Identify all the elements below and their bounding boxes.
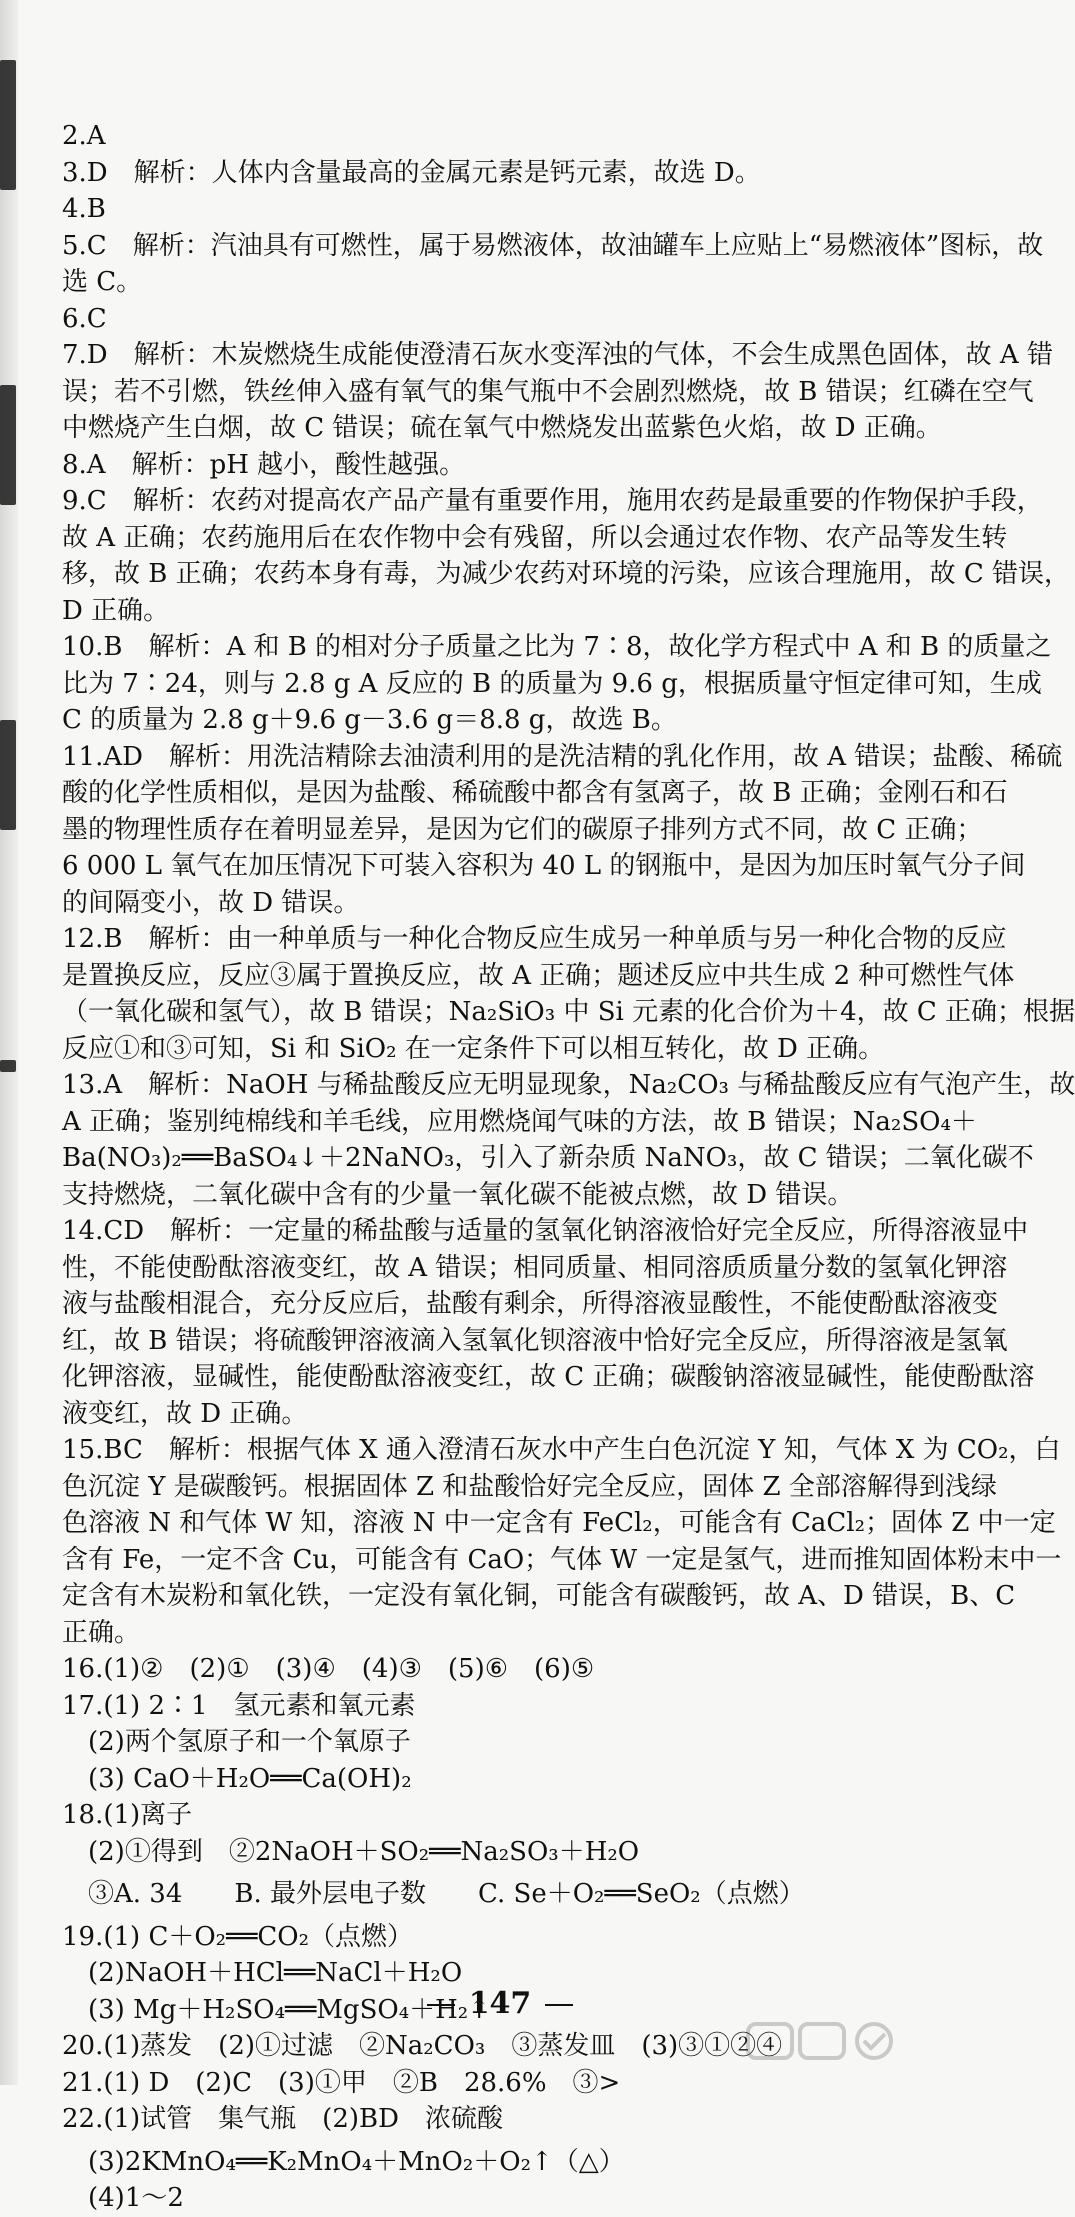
answer-line: 中燃烧产生白烟，故 C 错误；硫在氧气中燃烧发出蓝紫色火焰，故 D 正确。 <box>62 413 942 443</box>
answer-line: 化钾溶液，显碱性，能使酚酞溶液变红，故 C 正确；碳酸钠溶液显碱性，能使酚酞溶 <box>62 1362 1035 1392</box>
answer-line: 2.A <box>62 121 106 151</box>
answer-line: Ba(NO₃)₂══BaSO₄↓＋2NaNO₃，引入了新杂质 NaNO₃，故 C 错误；二氧化碳不 <box>62 1143 1034 1173</box>
binding-mark <box>0 720 16 830</box>
answer-line: 性，不能使酚酞溶液变红，故 A 错误；相同质量、相同溶质质量分数的氢氧化钾溶 <box>62 1252 1008 1283</box>
answer-line: （一氧化碳和氢气），故 B 错误；Na₂SiO₃ 中 Si 元素的化合价为＋4，故 C 正确；根据 <box>62 997 1075 1027</box>
answer-line: 色沉淀 Y 是碳酸钙。根据固体 Z 和盐酸恰好完全反应，固体 Z 全部溶解得到浅绿 <box>62 1471 997 1502</box>
answer-line: 11.AD 解析：用洗洁精除去油渍利用的是洗洁精的乳化作用，故 A 错误；盐酸、稀硫 <box>62 741 1063 772</box>
answer-line: (3) Mg＋H₂SO₄══MgSO₄＋H₂↑ <box>62 1994 491 2025</box>
answer-line: 墨的物理性质存在着明显差异，是因为它们的碳原子排列方式不同，故 C 正确； <box>62 814 983 845</box>
answer-line: 16.(1)② (2)① (3)④ (4)③ (5)⑥ (6)⑤ <box>62 1654 595 1684</box>
answer-line: A 正确；鉴别纯棉线和羊毛线，应用燃烧闻气味的方法，故 B 错误；Na₂SO₄＋ <box>62 1106 977 1137</box>
binding-mark <box>0 60 16 190</box>
answer-line: 14.CD 解析：一定量的稀盐酸与适量的氢氧化钠溶液恰好完全反应，所得溶液显中 <box>62 1216 1029 1246</box>
answer-line: 定含有木炭粉和氧化铁，一定没有氧化铜，可能含有碳酸钙，故 A、D 错误，B、C <box>62 1581 1016 1611</box>
answer-line: 8.A 解析：pH 越小，酸性越强。 <box>62 449 466 480</box>
answer-line: 7.D 解析：木炭燃烧生成能使澄清石灰水变浑浊的气体，不会生成黑色固体，故 A 错 <box>62 340 1053 370</box>
answer-line: 20.(1)蒸发 (2)①过滤 ②Na₂CO₃ ③蒸发皿 (3)③①②④ <box>62 2031 783 2061</box>
answer-line: (2)两个氢原子和一个氧原子 <box>62 1727 411 1757</box>
binding-edge <box>0 0 18 2085</box>
answer-line: 9.C 解析：农药对提高农产品产量有重要作用，施用农药是最重要的作物保护手段， <box>62 486 1043 516</box>
answer-line: 红，故 B 错误；将硫酸钾溶液滴入氢氧化钡溶液中恰好完全反应，所得溶液是氢氧 <box>62 1325 1008 1356</box>
answer-line: 19.(1) C＋O₂══CO₂（点燃） <box>62 1921 414 1952</box>
footer-dash <box>427 2004 455 2006</box>
answer-line: 移，故 B 正确；农药本身有毒，为减少农药对环境的污染，应该合理施用，故 C 错误， <box>62 559 1071 589</box>
answer-line: 6 000 L 氧气在加压情况下可装入容积为 40 L 的钢瓶中，是因为加压时氧气分子间 <box>62 851 1026 881</box>
answer-line: 10.B 解析：A 和 B 的相对分子质量之比为 7∶8，故化学方程式中 A 和 B 的质量之 <box>62 632 1052 662</box>
answer-line: 液变红，故 D 正确。 <box>62 1398 308 1429</box>
answer-line: 的间隔变小，故 D 错误。 <box>62 887 360 918</box>
answer-line: 酸的化学性质相似，是因为盐酸、稀硫酸中都含有氢离子，故 B 正确；金刚石和石 <box>62 778 1008 808</box>
answer-line: 故 A 正确；农药施用后在农作物中会有残留，所以会通过农作物、农产品等发生转 <box>62 522 1008 553</box>
answer-line: 色溶液 N 和气体 W 知，溶液 N 中一定含有 FeCl₂，可能含有 CaCl₂；固体 Z 中一定 <box>62 1508 1056 1538</box>
answer-line: 21.(1) D (2)C (3)①甲 ②B 28.6% ③> <box>62 2067 621 2098</box>
answer-line: 正确。 <box>62 1617 141 1648</box>
answer-line: 支持燃烧，二氧化碳中含有的少量一氧化碳不能被点燃，故 D 错误。 <box>62 1179 854 1210</box>
answer-line: 4.B <box>62 194 106 224</box>
answer-line: C 的质量为 2.8 g＋9.6 g－3.6 g＝8.8 g，故选 B。 <box>62 705 677 735</box>
answer-line: 选 C。 <box>62 267 143 297</box>
answer-line: (4)1～2 <box>62 2183 184 2213</box>
page-number: 147 <box>468 1986 532 2021</box>
answer-line: 6.C <box>62 303 107 334</box>
answer-line: 比为 7∶24，则与 2.8 g A 反应的 B 的质量为 9.6 g，根据质量守恒定律可知，生成 <box>62 668 1042 699</box>
answer-line: 13.A 解析：NaOH 与稀盐酸反应无明显现象，Na₂CO₃ 与稀盐酸反应有气泡产生，故 <box>62 1070 1075 1100</box>
answer-line: (2)①得到 ②2NaOH＋SO₂══Na₂SO₃＋H₂O <box>62 1836 640 1867</box>
answer-line: 5.C 解析：汽油具有可燃性，属于易燃液体，故油罐车上应贴上“易燃液体”图标，故 <box>62 230 1044 261</box>
watermark-logo <box>738 2020 988 2080</box>
page-number-footer <box>0 1986 1000 2021</box>
answer-line: (3) CaO＋H₂O══Ca(OH)₂ <box>62 1763 412 1794</box>
binding-mark <box>0 1060 16 1072</box>
answer-line: 误；若不引燃，铁丝伸入盛有氧气的集气瓶中不会剧烈燃烧，故 B 错误；红磷在空气 <box>62 376 1034 407</box>
footer-dash <box>545 2004 573 2006</box>
answer-line: (3)2KMnO₄══K₂MnO₄＋MnO₂＋O₂↑（△） <box>62 2146 625 2177</box>
answer-line: D 正确。 <box>62 595 170 626</box>
answer-line: 22.(1)试管 集气瓶 (2)BD 浓硫酸 <box>62 2104 503 2134</box>
answer-line: 反应①和③可知，Si 和 SiO₂ 在一定条件下可以相互转化，故 D 正确。 <box>62 1033 885 1064</box>
watermark-icon <box>738 2020 988 2080</box>
answer-line: 3.D 解析：人体内含量最高的金属元素是钙元素，故选 D。 <box>62 157 761 188</box>
answer-line: 12.B 解析：由一种单质与一种化合物反应生成另一种单质与另一种化合物的反应 <box>62 924 1007 954</box>
answer-line: 18.(1)离子 <box>62 1800 193 1830</box>
answer-line: ③A. 34 B. 最外层电子数 C. Se＋O₂══SeO₂（点燃） <box>62 1879 805 1909</box>
answer-line: 液与盐酸相混合，充分反应后，盐酸有剩余，所得溶液显酸性，不能使酚酞溶液变 <box>62 1289 999 1319</box>
answer-line: 15.BC 解析：根据气体 X 通入澄清石灰水中产生白色沉淀 Y 知，气体 X 为 CO₂，白 <box>62 1435 1061 1465</box>
answer-line: 含有 Fe，一定不含 Cu，可能含有 CaO；气体 W 一定是氢气，进而推知固体粉末中一 <box>62 1544 1062 1575</box>
answer-line: 17.(1) 2∶1 氢元素和氧元素 <box>62 1690 416 1721</box>
binding-mark <box>0 385 16 505</box>
answer-content <box>62 118 1075 2217</box>
answer-line: 是置换反应，反应③属于置换反应，故 A 正确；题述反应中共生成 2 种可燃性气体 <box>62 960 1015 991</box>
answer-line: (2)NaOH＋HCl══NaCl＋H₂O <box>62 1958 463 1988</box>
